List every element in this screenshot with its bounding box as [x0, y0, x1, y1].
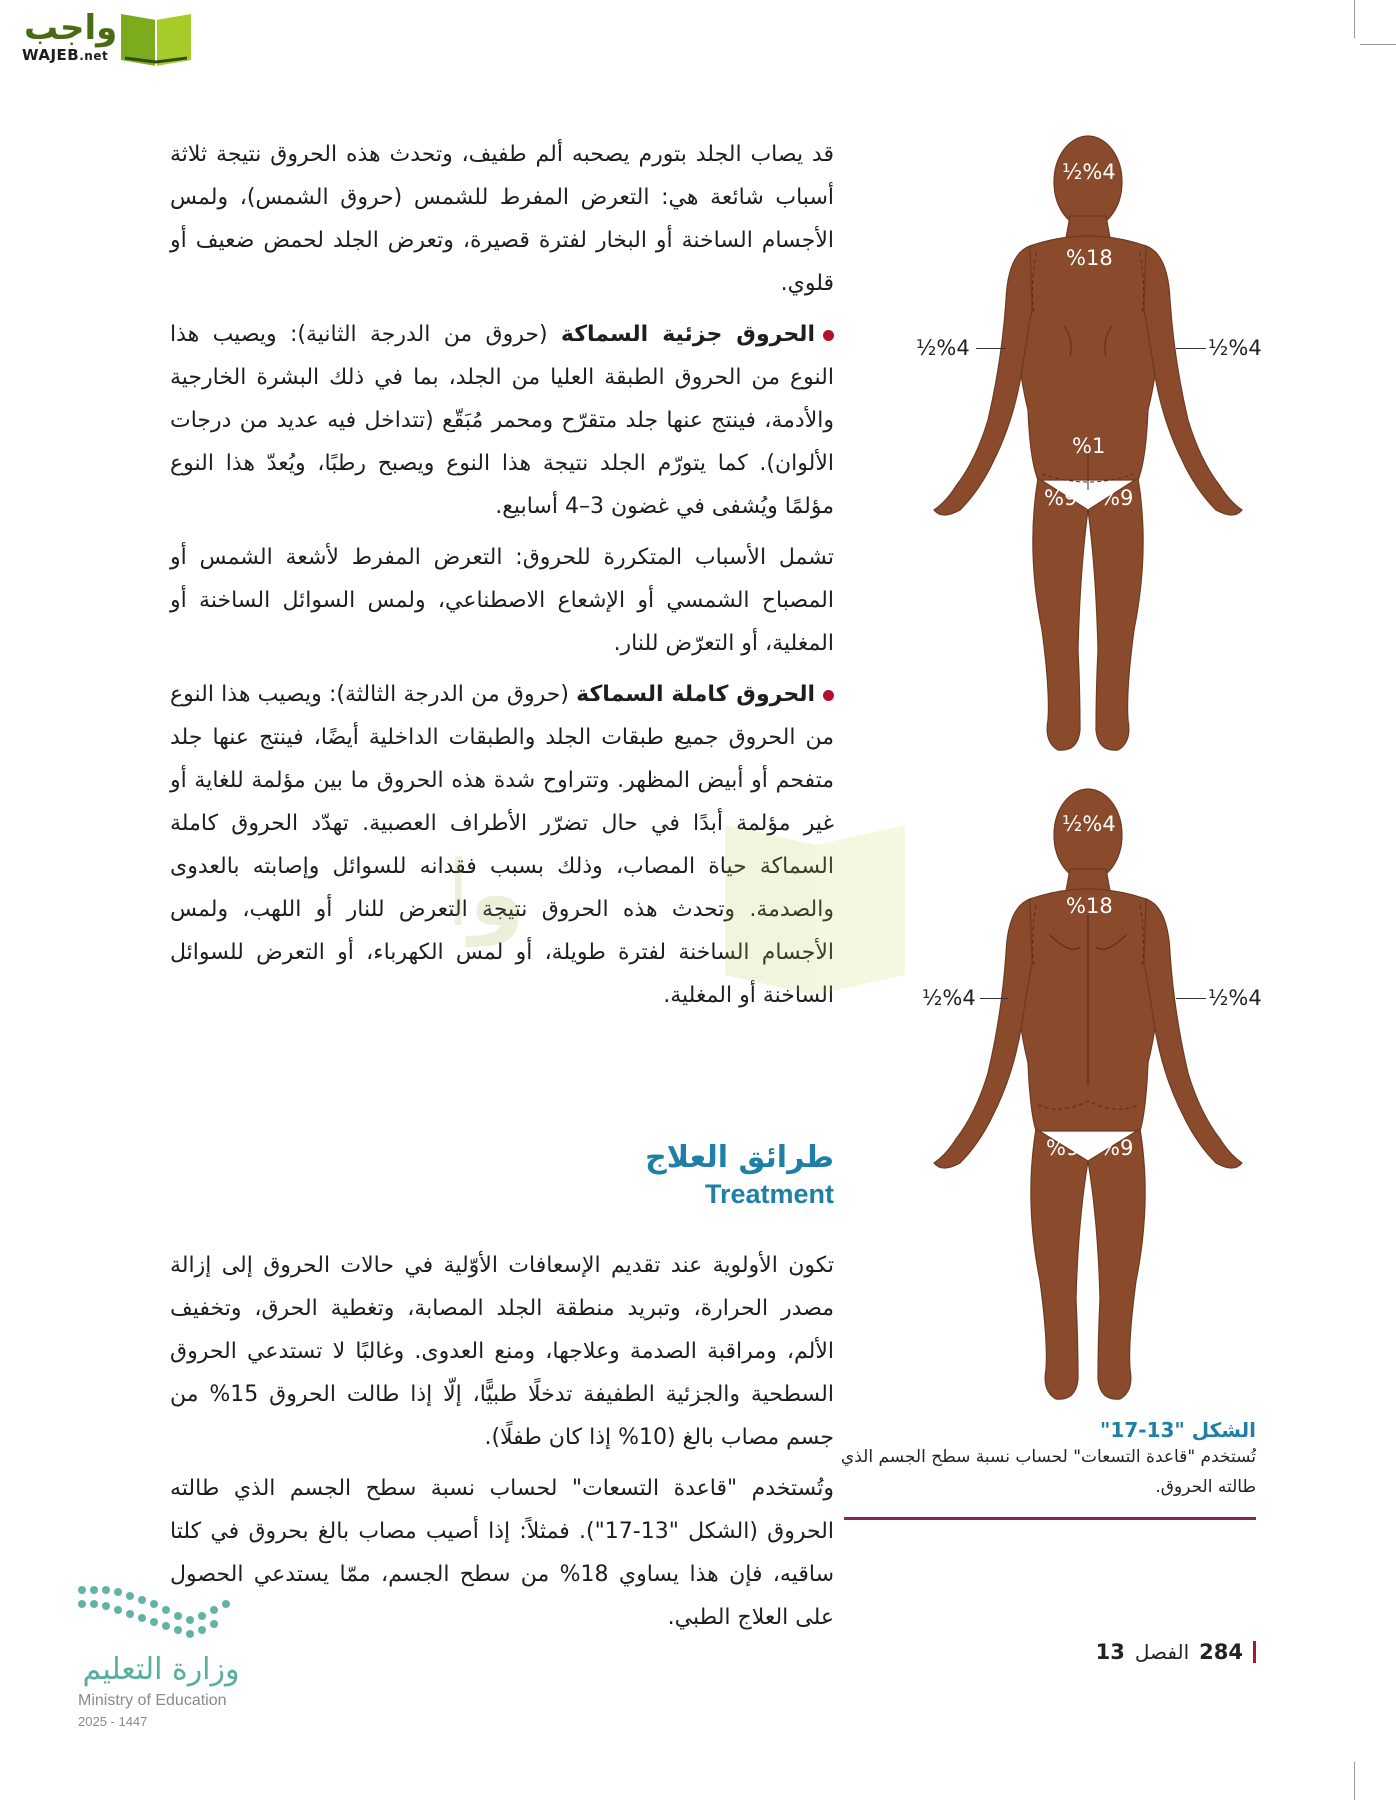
leader-line [976, 348, 1006, 349]
bullet-text: (حروق من الدرجة الثانية): ويصيب هذا النوع من الحروق الطبقة العليا من الجلد، بما في ذلك البشرة الخارجية والأدمة، فينتج عنها جلد متقرّح ومحمر مُبَقّع (تتداخل فيه عديد من درجات الألوان). كما يتورّم الجلد نتيجة هذا النوع ويصبح رطبًا، ويُعدّ هذا النوع مؤلمًا ويُشفى في غضون 3–4 أسابيع. [170, 322, 834, 519]
paragraph-causes: تشمل الأسباب المتكررة للحروق: التعرض المفرط لأشعة الشمس أو المصباح الشمسي أو الإشعاع الاصطناعي، ولمس السوائل الساخنة أو المغلية، أو التعرّض للنار. [170, 545, 834, 656]
logo-name-en: WAJEB.net [22, 46, 109, 64]
section-title-en: Treatment [704, 1179, 834, 1209]
bullet-icon [823, 330, 834, 341]
front-head-pct: %4½ [1062, 160, 1116, 184]
caption-title: الشكل "13-17" [1099, 1418, 1256, 1442]
page-footer [1096, 1640, 1256, 1664]
term-full-thickness: الحروق كاملة السماكة [576, 682, 815, 707]
ministry-name-en: Ministry of Education [78, 1692, 227, 1709]
crop-mark [1354, 1762, 1355, 1800]
chapter-label: الفصل [1134, 1640, 1190, 1664]
back-arm-right-pct: %4½ [1208, 986, 1262, 1010]
front-arm-left-pct: %4½ [916, 336, 970, 360]
wajeb-logo[interactable] [10, 6, 190, 66]
front-torso-pct: %18 [1066, 246, 1113, 270]
back-leg-left-pct: %9 [1100, 1136, 1134, 1160]
caption-text: تُستخدم "قاعدة التسعات" لحساب نسبة سطح الجسم الذي طالته الحروق. [840, 1447, 1256, 1497]
back-torso-pct: %18 [1066, 894, 1113, 918]
bullet-icon [823, 690, 834, 701]
front-groin-pct: %1 [1072, 434, 1106, 458]
back-arm-left-pct: %4½ [922, 986, 976, 1010]
bullet-partial-thickness [170, 313, 834, 528]
paragraph-treatment-1: تكون الأولوية عند تقديم الإسعافات الأوّلية في حالات الحروق إلى إزالة مصدر الحرارة، وتبريد منطقة الجلد المصابة، وتغطية الحرق، وتخفيف الألم، ومراقبة الصدمة وعلاجها، ومنع العدوى. وغالبًا لا تستدعي الحروق السطحية والجزئية الطفيفة تدخلًا طبيًّا، إلّا إذا طالت الحروق 15% من جسم مصاب بالغ (10% إذا كان طفلًا). [170, 1253, 834, 1450]
ministry-name-ar: وزارة التعليم [82, 1652, 240, 1687]
term-partial-thickness: الحروق جزئية السماكة [560, 322, 815, 347]
back-head-pct: %4½ [1062, 812, 1116, 836]
front-arm-right-pct: %4½ [1208, 336, 1262, 360]
bullet-text: (حروق من الدرجة الثالثة): ويصيب هذا النوع من الحروق جميع طبقات الجلد والطبقات الداخلية أيضًا، فينتج عنها جلد متفحم أو أبيض المظهر. وتتراوح شدة هذه الحروق ما بين مؤلمة للغاية أو غير مؤلمة أبدًا في حال تضرّر الأطراف العصبية. تهدّد الحروق كاملة السماكة حياة المصاب، وذلك بسبب فقدانه للسوائل وإصابته بالعدوى والصدمة. وتحدث هذه الحروق نتيجة التعرض للنار أو اللهب، ولمس الأجسام الساخنة لفترة طويلة، أو لمس الكهرباء، أو التعرض للسوائل الساخنة أو المغلية. [170, 682, 834, 1008]
front-leg-left-pct: %9 [1100, 486, 1134, 510]
page-number: 284 [1199, 1640, 1243, 1664]
crop-mark [1360, 44, 1396, 45]
text-column-upper [170, 133, 834, 1025]
book-icon [115, 10, 197, 66]
leader-line [1176, 998, 1206, 999]
chapter-number: 13 [1095, 1640, 1125, 1664]
ministry-dots-icon [72, 1580, 252, 1650]
ministry-logo [72, 1580, 272, 1740]
footer-bar [1253, 1641, 1256, 1663]
back-leg-right-pct: %9 [1046, 1136, 1080, 1160]
caption-rule [844, 1517, 1256, 1520]
crop-mark [1354, 0, 1355, 38]
bullet-full-thickness [170, 673, 834, 1017]
svg-text:واجب: و [469, 842, 525, 947]
body-figure-back [910, 785, 1270, 1405]
section-heading [645, 1140, 834, 1210]
section-title-ar: طرائق العلاج [645, 1140, 834, 1175]
leader-line [1176, 348, 1206, 349]
ministry-year: 2025 - 1447 [78, 1714, 148, 1729]
front-leg-right-pct: %9 [1044, 486, 1078, 510]
paragraph-intro: قد يصاب الجلد بتورم يصحبه ألم طفيف، وتحدث هذه الحروق نتيجة ثلاثة أسباب شائعة هي: التعرض المفرط للشمس (حروق الشمس)، ولمس الأجسام الساخنة أو البخار لفترة قصيرة، وتعرض الجلد لحمض ضعيف أو قلوي. [170, 142, 834, 296]
paragraph-treatment-2: وتُستخدم "قاعدة التسعات" لحساب نسبة سطح الجسم الذي طالته الحروق (الشكل "13-17"). فمثلاً: إذا أصيب مصاب بالغ بحروق في كلتا ساقيه، فإن هذا يساوي 18% من سطح الجسم، ممّا يستدعي الحصول على العلاج الطبي. [170, 1476, 834, 1630]
logo-name-ar: واجب [24, 8, 118, 48]
leader-line [980, 998, 1008, 999]
figure-caption [836, 1418, 1256, 1502]
